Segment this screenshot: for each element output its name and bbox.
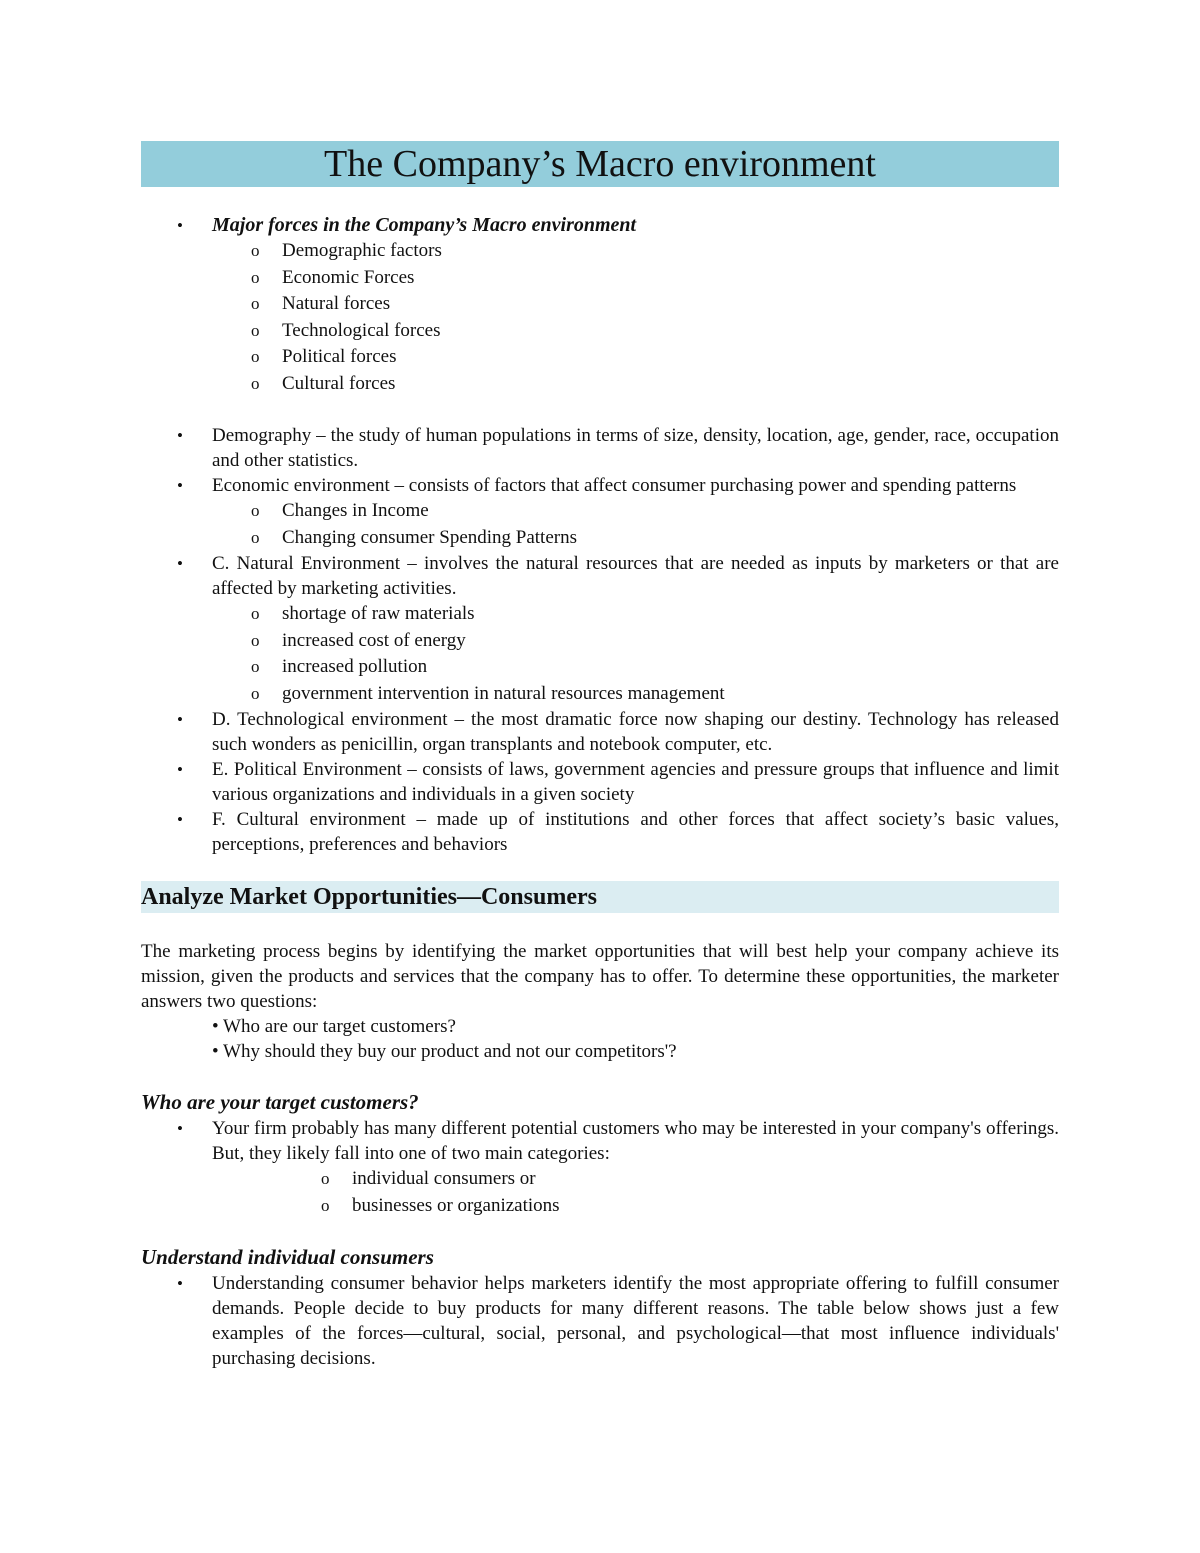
- bullet-icon: •: [177, 554, 183, 573]
- list-item: o Changing consumer Spending Patterns: [141, 525, 1059, 552]
- list-item-natural: • C. Natural Environment – involves the natural resources that are needed as inputs by marketers or that are affected by marketing activities.: [177, 553, 1059, 599]
- sub-bullet-icon: o: [251, 604, 260, 623]
- list-item: [141, 213, 1059, 238]
- bullet-icon: •: [177, 476, 183, 495]
- bullet-icon: •: [177, 710, 183, 729]
- list-item: o individual consumers or: [141, 1166, 1059, 1193]
- list-item: o Technological forces: [141, 318, 1059, 345]
- sub-bullet-icon: o: [251, 501, 260, 520]
- environment-definitions-list: [141, 423, 1059, 498]
- subheading-individual-consumers: Understand individual consumers: [141, 1245, 434, 1269]
- list-item: • Your firm probably has many different potential customers who may be interested in your company's offerings. But, they likely fall into one of two main categories:: [177, 1118, 1059, 1164]
- list-item-economic: • Economic environment – consists of factors that affect consumer purchasing power and spending patterns: [177, 475, 1017, 496]
- list-item: o businesses or organizations: [141, 1193, 1059, 1220]
- major-forces-heading: Major forces in the Company’s Macro environment: [212, 214, 637, 236]
- sub-bullet-icon: o: [251, 320, 260, 340]
- sub-bullet-icon: o: [251, 347, 260, 366]
- list-item: • Why should they buy our product and not our competitors'?: [212, 1041, 677, 1062]
- section-heading-market-opportunities: Analyze Market Opportunities—Consumers: [141, 881, 1059, 913]
- customer-categories-list: [141, 1166, 1059, 1219]
- sub-bullet-icon: o: [251, 630, 260, 650]
- intro-paragraph: The marketing process begins by identifying the market opportunities that will best help your company achieve its mission, given the products and services that the company has to offer. To determine these opportunities, the marketer answers two questions:: [141, 941, 1059, 1012]
- list-item-cultural: • F. Cultural environment – made up of institutions and other forces that affect society’s basic values, perceptions, preferences and behaviors: [177, 809, 1059, 855]
- major-forces-sublist: [141, 238, 1059, 397]
- sub-bullet-icon: o: [321, 1195, 330, 1215]
- list-item: o shortage of raw materials: [141, 601, 1059, 628]
- list-item-demography: • Demography – the study of human populations in terms of size, density, location, age, gender, race, occupation and other statistics.: [177, 425, 1059, 471]
- sub-bullet-icon: o: [251, 683, 260, 703]
- list-item: o Cultural forces: [141, 371, 1059, 398]
- document-content: [141, 141, 1059, 1371]
- list-item-political: • E. Political Environment – consists of laws, government agencies and pressure groups that influence and limit various organizations and individuals in a given society: [177, 759, 1059, 805]
- list-item: o increased pollution: [141, 654, 1059, 681]
- sub-bullet-icon: o: [251, 527, 260, 547]
- list-item: • Who are our target customers?: [212, 1016, 456, 1037]
- page-title: The Company’s Macro environment: [141, 141, 1059, 187]
- bullet-icon: •: [177, 1119, 183, 1138]
- list-item: o Demographic factors: [141, 238, 1059, 265]
- sub-bullet-icon: o: [321, 1169, 330, 1188]
- bullet-icon: •: [177, 426, 183, 445]
- economic-sublist: [141, 498, 1059, 551]
- list-item: o increased cost of energy: [141, 628, 1059, 655]
- list-item: o Political forces: [141, 344, 1059, 371]
- list-item: o government intervention in natural resources management: [141, 681, 1059, 708]
- list-item-technological: • D. Technological environment – the most dramatic force now shaping our destiny. Technology has released such wonders as penicillin, organ transplants and notebook computer, etc.: [177, 709, 1059, 755]
- sub-bullet-icon: o: [251, 657, 260, 676]
- list-item: o Economic Forces: [141, 265, 1059, 292]
- sub-bullet-icon: o: [251, 267, 260, 287]
- bullet-icon: •: [177, 216, 183, 235]
- questions-list: [141, 1014, 1059, 1064]
- bullet-icon: •: [177, 1274, 183, 1293]
- sub-bullet-icon: o: [251, 241, 260, 260]
- sub-bullet-icon: o: [251, 373, 260, 393]
- major-forces-list: [141, 213, 1059, 238]
- list-item: • Understanding consumer behavior helps marketers identify the most appropriate offering to fulfill consumer demands. People decide to buy products for many different reasons. The table below shows just a few examples of the forces—cultural, social, personal, and psychological—that most influence individuals' purchasing decisions.: [177, 1273, 1059, 1369]
- sub-bullet-icon: o: [251, 294, 260, 313]
- list-item: o Natural forces: [141, 291, 1059, 318]
- list-item: o Changes in Income: [141, 498, 1059, 525]
- bullet-icon: •: [177, 760, 183, 779]
- natural-sublist: [141, 601, 1059, 707]
- subheading-target-customers: Who are your target customers?: [141, 1090, 419, 1114]
- bullet-icon: •: [177, 810, 183, 829]
